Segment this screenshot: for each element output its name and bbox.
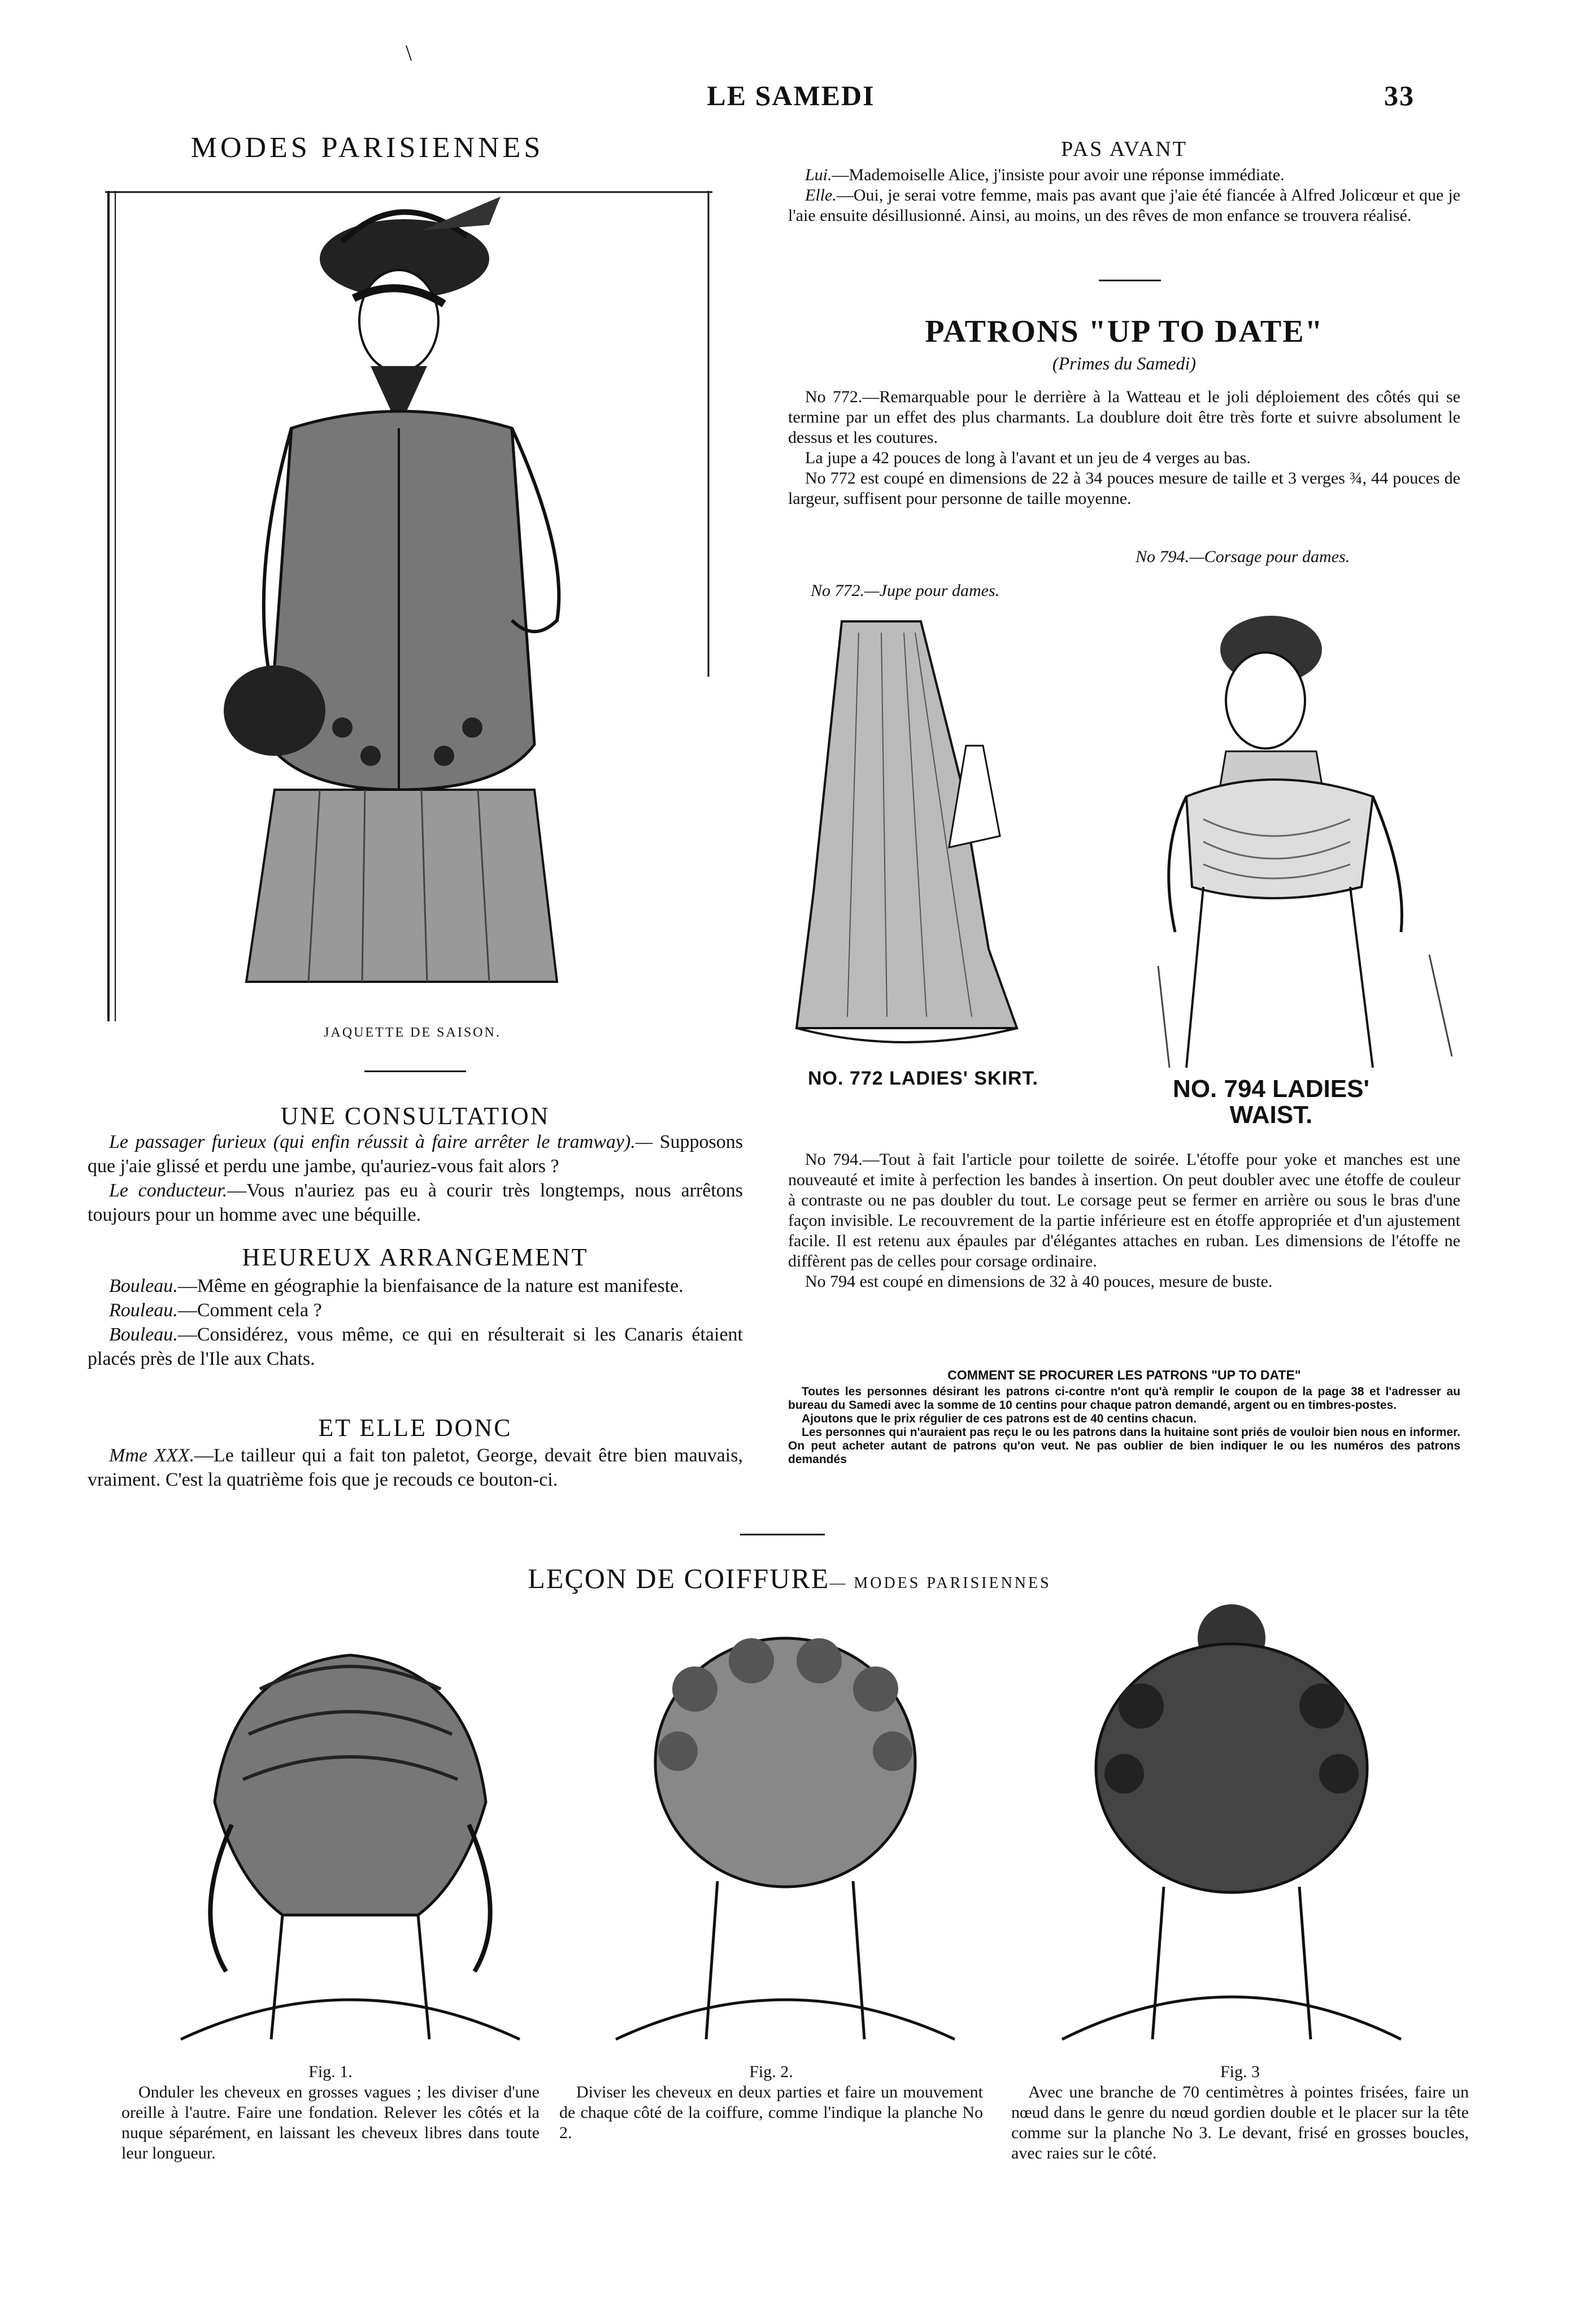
- hairstyle-fig-3: [1017, 1593, 1446, 2051]
- hairstyle-fig-2: [582, 1621, 989, 2051]
- hair-2-svg: [582, 1621, 989, 2051]
- waist-illustration: [1136, 616, 1469, 1079]
- heureux-heading: HEUREUX ARRANGEMENT: [242, 1243, 589, 1271]
- hairstyle-fig-1: [147, 1621, 554, 2051]
- pas-avant-t2: —Oui, je serai votre femme, mais pas avant que j'aie été fiancée à Alfred Jolicœur et que je l'aie ensuite désillusionné. Ainsi, au moins, un des rêves de mon enfance se trouvera réalisé.: [788, 186, 1460, 225]
- how-p3: Les personnes qui n'auraient pas reçu le ou les patrons dans la huitaine sont priés de vouloir bien nous en informer. On peut acheter autant de patrons qu'on veut. Ne pas oublier de bien indiquer le ou les numéros des patrons demandés: [788, 1426, 1460, 1466]
- hair-caption-3: [1011, 2062, 1469, 2164]
- elle-donc-heading: ET ELLE DONC: [318, 1414, 512, 1442]
- patrons-p5: No 794 est coupé en dimensions de 32 à 40 pouces, mesure de buste.: [805, 1272, 1273, 1291]
- patrons-text-top: [788, 387, 1460, 509]
- pas-avant-text: [788, 165, 1460, 226]
- hair-caption-3-text: Avec une branche de 70 centimètres à pointes frisées, faire un nœud dans le genre du nœud gordien double et le placer sur la tête comme sur la planche No 3. Le devant, frisé en grosses boucles, avec raies sur le côté.: [1011, 2083, 1469, 2162]
- jacket-caption: JAQUETTE DE SAISON.: [324, 1025, 501, 1040]
- pas-avant-s2: Elle.: [805, 186, 837, 204]
- skirt-figure-svg: [780, 610, 1113, 1068]
- fig-794-label-line1: NO. 794 LADIES': [1173, 1075, 1369, 1103]
- hair-caption-3-label: Fig. 3: [1220, 2062, 1260, 2081]
- patrons-p3: No 772 est coupé en dimensions de 22 à 34 pouces mesure de taille et 3 verges ¾, 44 pouces de largeur, suffisent pour personne de taille moyenne.: [788, 469, 1460, 508]
- elle-donc-text: [88, 1443, 743, 1492]
- fig-772-title: No 772.—Jupe pour dames.: [811, 581, 1000, 600]
- fig-794-title: No 794.—Corsage pour dames.: [1136, 547, 1350, 566]
- fig-794-label-line2: WAIST.: [1229, 1101, 1313, 1129]
- jacket-figure-svg: [105, 191, 712, 1021]
- how-p1: Toutes les personnes désirant les patrons ci-contre n'ont qu'à remplir le coupon de la page 38 et l'adresser au bureau du Samedi avec la somme de 10 centins pour chaque patron demandé, argent ou en timbres-postes.: [788, 1385, 1460, 1412]
- heureux-s2: Rouleau.: [109, 1300, 178, 1321]
- patrons-heading: PATRONS "UP TO DATE": [925, 314, 1324, 349]
- skirt-illustration: [780, 610, 1113, 1068]
- patrons-subheading: (Primes du Samedi): [1052, 353, 1197, 373]
- heureux-s1: Bouleau.: [109, 1276, 178, 1296]
- margin-mark: \: [406, 40, 414, 66]
- divider: [740, 1534, 825, 1535]
- elle-donc-body: —Le tailleur qui a fait ton paletot, George, devait être bien mauvais, vraiment. C'est la quatrième fois que je recouds ce bouton-ci.: [88, 1445, 743, 1490]
- consultation-p1: Supposons que j'aie glissé et perdu une jambe, qu'auriez-vous fait alors ?: [88, 1131, 743, 1177]
- waist-figure-svg: [1136, 616, 1469, 1079]
- coiffure-heading-main: LEÇON DE COIFFURE: [528, 1563, 830, 1594]
- heureux-t3: —Considérez, vous même, ce qui en résulterait si les Canaris étaient placés près de l'Ile aux Chats.: [88, 1324, 743, 1369]
- consultation-intro: Le passager furieux (qui enfin réussit à faire arrêter le tramway).—: [109, 1131, 653, 1152]
- how-text: [788, 1385, 1460, 1466]
- pas-avant-t1: —Mademoiselle Alice, j'insiste pour avoir une réponse immédiate.: [832, 166, 1285, 184]
- hair-caption-1-label: Fig. 1.: [308, 2062, 353, 2081]
- consultation-heading: UNE CONSULTATION: [280, 1102, 550, 1130]
- elle-donc-speaker: Mme XXX.: [109, 1445, 194, 1466]
- pas-avant-s1: Lui.: [805, 166, 832, 184]
- how-heading: COMMENT SE PROCURER LES PATRONS "UP TO DATE": [947, 1368, 1301, 1382]
- hair-caption-1-text: Onduler les cheveux en grosses vagues ; les diviser d'une oreille à l'autre. Faire une fondation. Relever les côtés et la nuque séparément, en laissant les cheveux libres dans toute leur longueur.: [121, 2083, 540, 2162]
- heureux-t2: —Comment cela ?: [177, 1300, 322, 1321]
- fig-794-label: [1124, 1076, 1418, 1128]
- consultation-text: [88, 1130, 743, 1227]
- coiffure-heading-sub: — MODES PARISIENNES: [829, 1574, 1051, 1592]
- hair-caption-1: [121, 2062, 540, 2164]
- patrons-text-bottom: [788, 1150, 1460, 1292]
- heureux-t1: —Même en géographie la bienfaisance de la nature est manifeste.: [177, 1276, 684, 1296]
- patrons-p2: La jupe a 42 pouces de long à l'avant et un jeu de 4 verges au bas.: [805, 449, 1251, 467]
- page-title: LE SAMEDI: [707, 80, 875, 111]
- modes-heading: MODES PARISIENNES: [190, 132, 544, 164]
- page-number: 33: [1384, 80, 1415, 111]
- how-p2: Ajoutons que le prix régulier de ces patrons est de 40 centins chacun.: [802, 1412, 1197, 1425]
- consultation-p2: —Vous n'auriez pas eu à courir très longtemps, nous arrêtons toujours pour un homme avec une béquille.: [88, 1180, 743, 1225]
- heureux-text: [88, 1274, 743, 1371]
- hair-caption-2: [559, 2062, 983, 2143]
- divider: [364, 1070, 466, 1072]
- heureux-s3: Bouleau.: [109, 1324, 178, 1345]
- patrons-p4: No 794.—Tout à fait l'article pour toilette de soirée. L'étoffe pour yoke et manches est une nouveauté et imite à perfection les bandes à insertion. On peut doubler avec une étoffe de couleur à contraste ou ne pas doubler du tout. Le corsage peut se fermer en arrière ou sous le bras d'une façon invisible. Le recouvrement de la partie inférieure est en étoffe appropriée et d'un ajustement facile. Il est retenu aux épaules par d'élégantes attaches en ruban. Les dimensions de l'étoffe ne diffèrent pas de celles pour corsage ordinaire.: [788, 1150, 1460, 1270]
- patrons-p1: No 772.—Remarquable pour le derrière à la Watteau et le joli déploiement des côtés qui se termine par un effet des plus charmants. La doublure doit être très forte et suivre absolument le dessus et les coutures.: [788, 388, 1460, 447]
- pas-avant-heading: PAS AVANT: [1061, 137, 1187, 161]
- hair-caption-2-label: Fig. 2.: [749, 2062, 793, 2081]
- divider: [1099, 280, 1161, 281]
- fig-772-label: NO. 772 LADIES' SKIRT.: [808, 1068, 1038, 1089]
- consultation-speaker: Le conducteur.: [109, 1180, 228, 1201]
- coiffure-heading: [169, 1562, 1410, 1595]
- hair-1-svg: [147, 1621, 554, 2051]
- hair-3-svg: [1017, 1593, 1446, 2051]
- hair-caption-2-text: Diviser les cheveux en deux parties et faire un mouvement de chaque côté de la coiffure, comme l'indique la planche No 2.: [559, 2083, 983, 2142]
- jacket-illustration: [105, 191, 712, 1021]
